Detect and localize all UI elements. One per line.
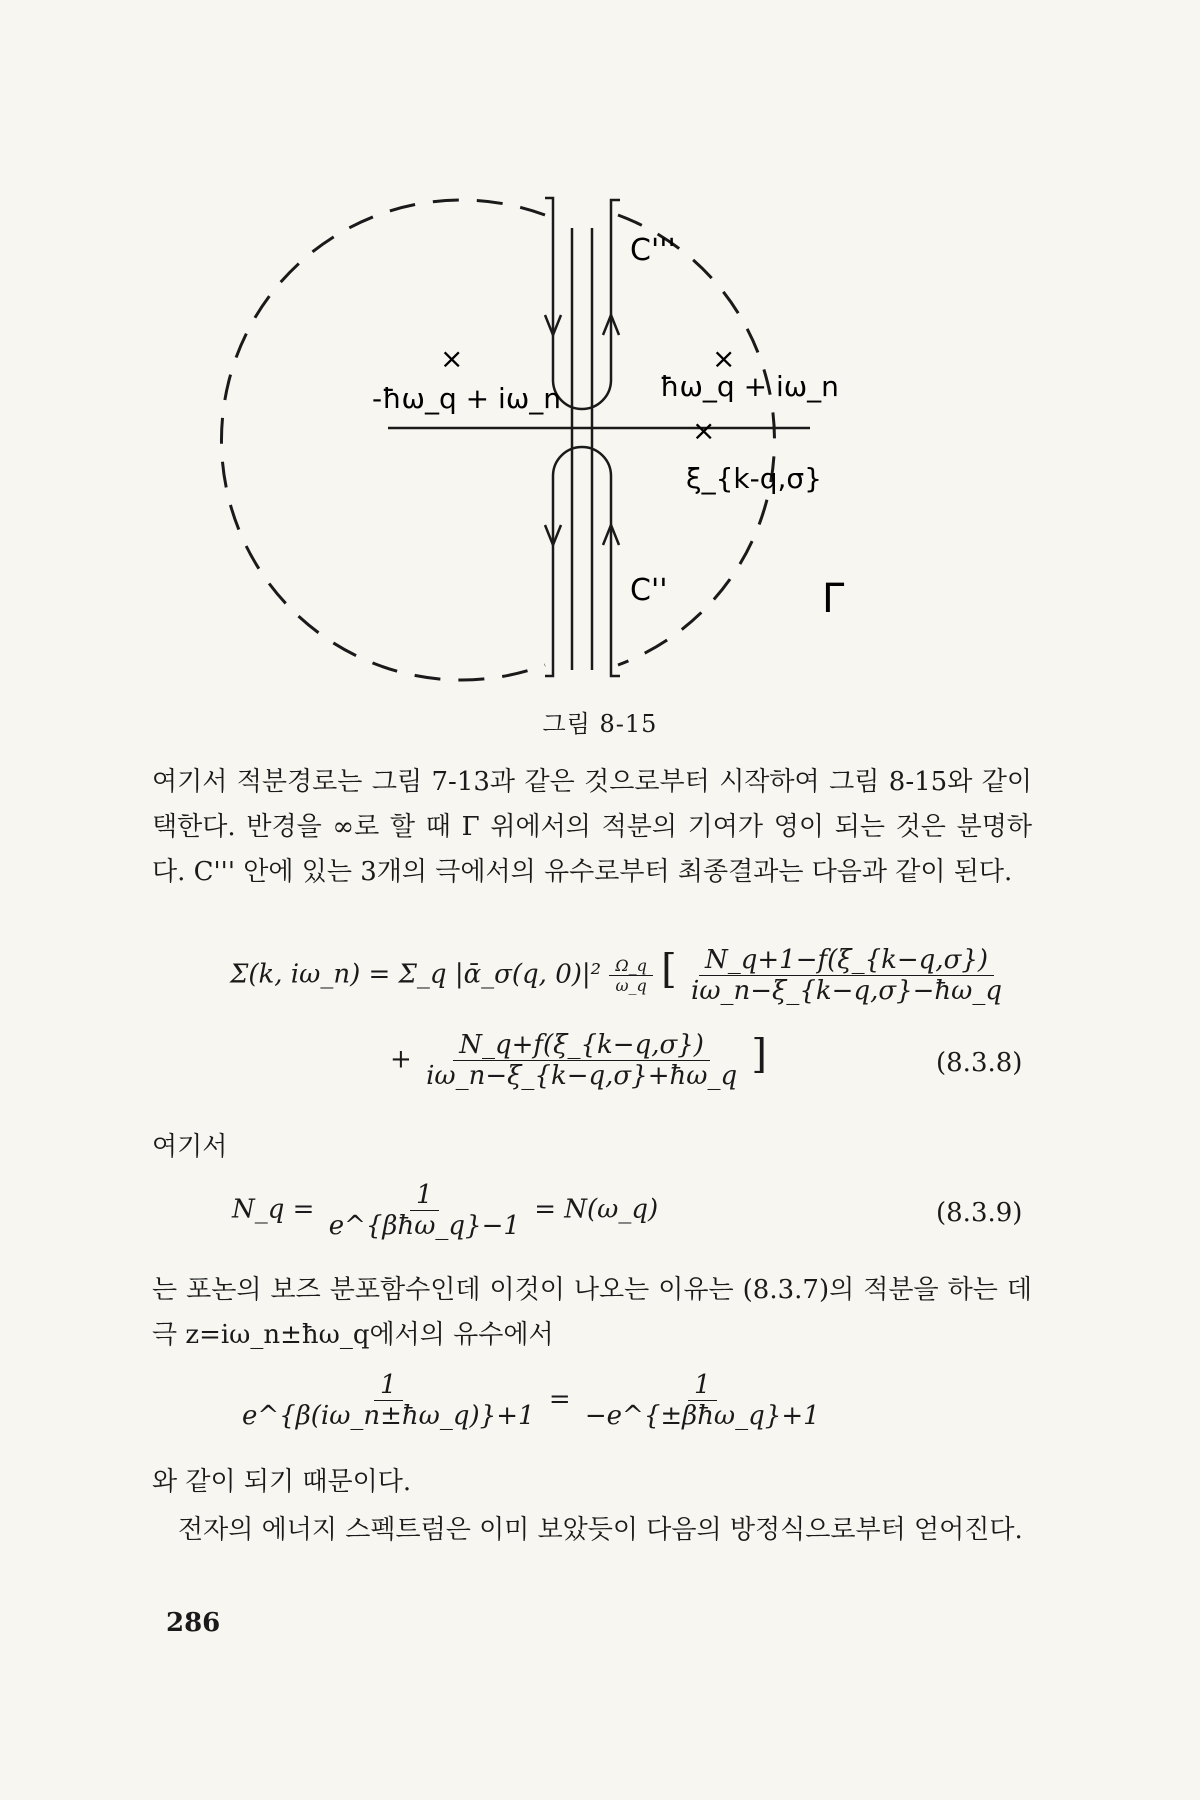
paragraph-3 [152,1268,1032,1358]
paragraph-3-text: 는 포논의 보즈 분포함수인데 이것이 나오는 이유는 (8.3.7)의 적분을 하는 데 극 z=iω_n±ħω_q에서의 유수에서 [152,1275,1032,1350]
eq3-right [579,1370,826,1431]
pole-right-marker: × [712,342,736,375]
pole-left-marker: × [440,342,464,375]
eq2-den: e^{βħω_q}−1 [328,1211,520,1241]
figure-caption: 그림 8-15 [542,710,658,738]
label-pole-axis: ξ_{k-q,σ} [686,462,822,495]
equation-8-3-8-line2: + $\frac{N\_q+f(\xi\_\{k-q,\sigma\})}{i\omega\_n-\xi\_\{k-q,\sigma\}+ħ\omega\_q}$ ] [390,1030,767,1091]
eq3-right-den: −e^{±βħω_q}+1 [584,1401,820,1431]
eq1-coef-num: Ω_q [609,956,653,976]
eq1-term2-num: N_q+f(ξ_{k−q,σ}) [453,1030,710,1061]
eq1-term2-den: iω_n−ξ_{k−q,σ}+ħω_q [426,1061,738,1091]
eq1-term1-num: N_q+1−f(ξ_{k−q,σ}) [699,945,994,976]
eq2-lhs: N_q = [232,1194,315,1225]
pole-axis-marker: × [692,414,716,447]
label-gamma: Γ [822,576,845,622]
eq1-term1-den: iω_n−ξ_{k−q,σ}−ħω_q [691,976,1003,1006]
eq3-right-num: 1 [688,1370,717,1401]
eq1-lhs: Σ(k, iω_n) = Σ_q |ᾱ_σ(q, 0)|² [230,959,602,990]
equation-8-3-8-line1: Σ(k, iω_n) = Σ_q |ᾱ_σ(q, 0)|² $\frac{\Omega\_q}{\omega\_q}$ [ $\frac{N\_q+1-f(\xi\_\{k-q,\sigma\})}{i\omega\_n-\xi\_\{k-q,\sigma\}-ħ\omega\_q}$ [230,945,1008,1006]
equation-8-3-9 [232,1180,658,1241]
eq3-left-num: 1 [374,1370,403,1401]
paragraph-5 [152,1508,1032,1553]
paragraph-1 [152,760,1032,895]
paragraph-1-text: 여기서 적분경로는 그림 7-13과 같은 것으로부터 시작하여 그림 8-15와 같이 택한다. 반경을 ∞로 할 때 Γ 위에서의 적분의 기여가 영이 되는 것은 분명하다. C''' 안에 있는 3개의 극에서의 유수로부터 최종결과는 다음과 같이 된다. [152,767,1032,887]
eq1-coef-den: ω_q [615,976,647,995]
paragraph-5-text: 전자의 에너지 스펙트럼은 이미 보았듯이 다음의 방정식으로부터 얻어진다. [178,1515,1023,1545]
page-number: 286 [166,1608,221,1638]
equation-number-8-3-9: (8.3.9) [936,1198,1023,1228]
eq2-rhs: = N(ω_q) [534,1194,659,1225]
gamma-contour [221,200,545,680]
eq2-num: 1 [410,1180,439,1211]
eq1-term1 [685,945,1008,1006]
contour-upper [545,198,620,409]
paragraph-2-text: 여기서 [152,1132,228,1162]
label-pole-left: -ħω_q + iω_n [372,382,562,415]
eq2-fraction [323,1180,526,1241]
eq3-left [236,1370,541,1431]
label-c-upper: C''' [630,233,676,268]
label-pole-right: ħω_q + iω_n [660,370,839,403]
contour-lower [545,447,620,676]
label-c-lower: C'' [630,573,668,608]
contour-figure [0,0,1200,720]
equation-residue: $\frac{1}{e\^{}\{\beta(i\omega\_n\pm ħ\omega\_q)\}+1}$ = $\frac{1}{\text{−e\textasciicircum{}\{±βħω\_q\}+1}}$ [236,1370,826,1431]
eq1-term2 [420,1030,743,1091]
paragraph-2 [152,1125,1032,1170]
paragraph-4 [152,1460,1032,1505]
paragraph-4-text: 와 같이 되기 때문이다. [152,1467,412,1497]
equation-number-8-3-8: (8.3.8) [936,1048,1023,1078]
eq3-left-den: e^{β(iω_n±ħω_q)}+1 [242,1401,535,1431]
eq1-coefficient [609,956,653,995]
